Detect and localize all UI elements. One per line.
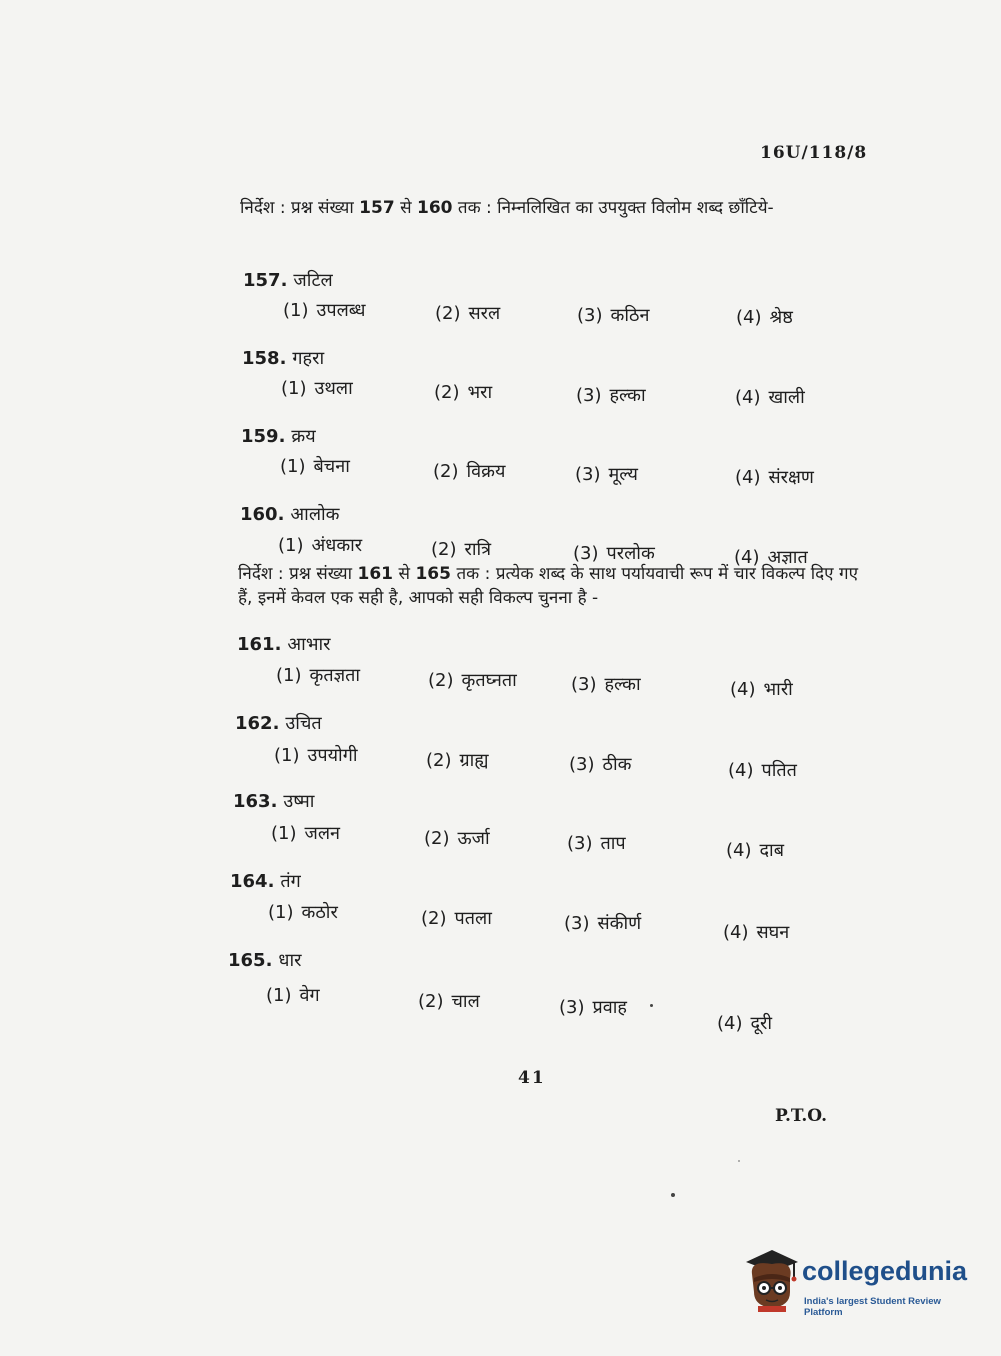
option-2: (2) सरल <box>435 303 501 324</box>
paper-code: 16U/118/8 <box>760 143 868 163</box>
instruction-synonyms: निर्देश : प्रश्न संख्या 161 से 165 तक : प्रत्येक शब्द के साथ पर्यायवाची रूप में चार विकल्प दिए गए हैं, इनमें केवल एक सही है, आपको सही विकल्प चुनना है - <box>238 564 858 608</box>
question-word: गहरा <box>292 348 325 369</box>
option-1: (1) कृतज्ञता <box>276 665 361 686</box>
scan-speck <box>738 1160 740 1162</box>
option-2: (2) रात्रि <box>431 539 492 560</box>
option-3: (3) कठिन <box>577 305 650 326</box>
question-word: आभार <box>287 634 331 655</box>
scan-speck <box>650 1004 653 1007</box>
option-3: (3) ठीक <box>569 754 632 775</box>
option-2: (2) कृतघ्नता <box>428 670 517 691</box>
option-1: (1) कठोर <box>268 902 338 923</box>
pto-label: P.T.O. <box>775 1106 827 1126</box>
option-4: (4) पतित <box>728 760 797 781</box>
collegedunia-watermark <box>742 1248 972 1318</box>
option-2: (2) चाल <box>418 991 480 1012</box>
scan-speck <box>671 1193 675 1197</box>
option-3: (3) प्रवाह <box>559 997 627 1018</box>
question-word: आलोक <box>290 504 340 525</box>
option-3: (3) संकीर्ण <box>564 913 642 934</box>
option-4: (4) दाब <box>726 840 784 861</box>
option-1: (1) जलन <box>271 823 341 844</box>
mascot-logo-icon <box>742 1248 800 1312</box>
option-1: (1) वेग <box>266 985 320 1006</box>
option-1: (1) उथला <box>281 378 353 399</box>
option-4: (4) श्रेष्ठ <box>736 307 793 328</box>
question-number: 159. <box>241 426 286 447</box>
brand-name: collegedunia <box>802 1256 968 1286</box>
option-1: (1) उपलब्ध <box>283 300 366 321</box>
option-1: (1) बेचना <box>280 456 350 477</box>
question-number: 162. <box>235 713 280 734</box>
option-2: (2) पतला <box>421 908 492 929</box>
option-1: (1) अंधकार <box>278 535 363 556</box>
option-4: (4) सघन <box>723 922 790 943</box>
question-word: उष्मा <box>283 791 315 812</box>
option-4: (4) संरक्षण <box>735 467 814 488</box>
question-number: 161. <box>237 634 282 655</box>
instruction-antonyms: निर्देश : प्रश्न संख्या 157 से 160 तक : निम्नलिखित का उपयुक्त विलोम शब्द छाँटिये- <box>240 198 774 218</box>
question-number: 163. <box>233 791 278 812</box>
question-word: क्रय <box>291 426 316 447</box>
question-number: 157. <box>243 270 288 291</box>
page-number: 41 <box>518 1068 546 1088</box>
option-3: (3) मूल्य <box>575 464 638 485</box>
option-3: (3) ताप <box>567 833 626 854</box>
question-word: उचित <box>285 713 322 734</box>
question-number: 160. <box>240 504 285 525</box>
option-4: (4) भारी <box>730 679 793 700</box>
option-2: (2) विक्रय <box>433 461 506 482</box>
question-word: धार <box>278 950 302 971</box>
question-word: तंग <box>280 871 301 892</box>
option-4: (4) अज्ञात <box>734 547 808 568</box>
option-3: (3) हल्का <box>571 674 641 695</box>
option-3: (3) परलोक <box>573 543 655 564</box>
question-number: 164. <box>230 871 275 892</box>
option-4: (4) खाली <box>735 387 805 408</box>
option-3: (3) हल्का <box>576 385 646 406</box>
question-number: 158. <box>242 348 287 369</box>
question-word: जटिल <box>293 270 333 291</box>
option-2: (2) भरा <box>434 382 493 403</box>
option-4: (4) दूरी <box>717 1013 773 1034</box>
option-2: (2) ग्राह्य <box>426 750 489 771</box>
option-2: (2) ऊर्जा <box>424 828 490 849</box>
brand-tagline: India's largest Student Review Platform <box>804 1296 941 1318</box>
question-number: 165. <box>228 950 273 971</box>
option-1: (1) उपयोगी <box>274 745 358 766</box>
